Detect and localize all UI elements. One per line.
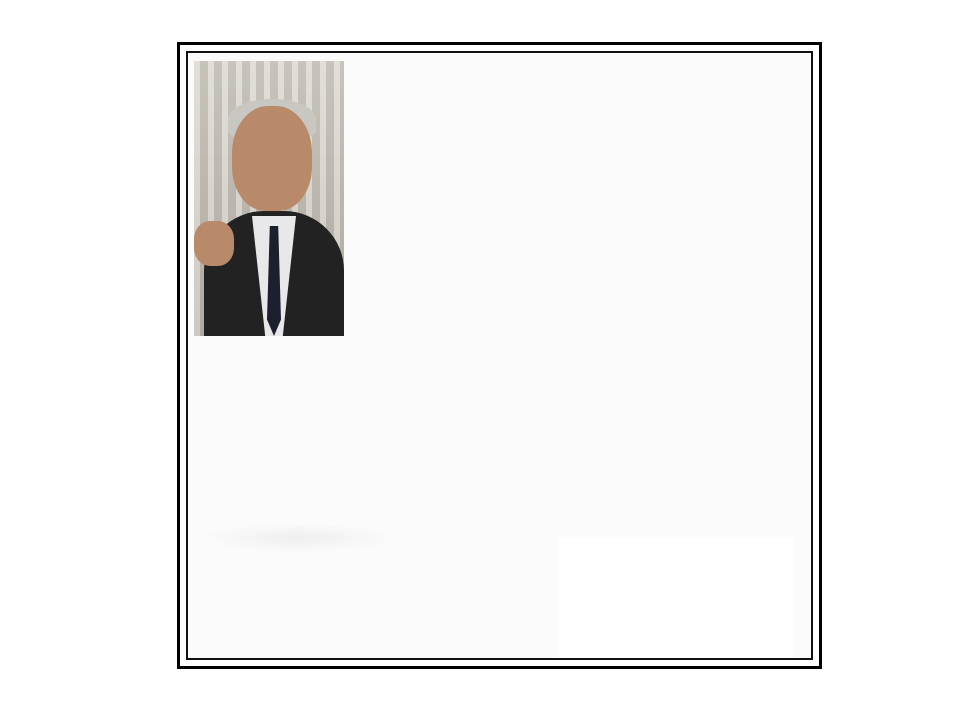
newspaper-clipping <box>186 51 813 660</box>
clipping-frame <box>177 42 822 669</box>
paper-smudge <box>198 523 398 553</box>
portrait-photo <box>194 61 344 336</box>
newspaper-logo <box>558 538 793 660</box>
